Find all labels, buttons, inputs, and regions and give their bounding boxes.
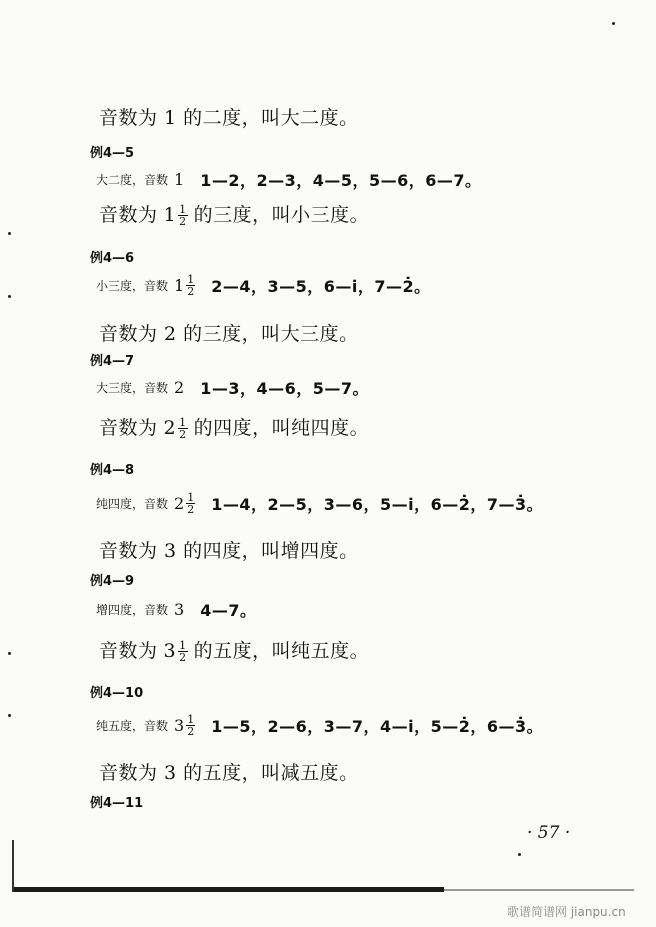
scan-speck xyxy=(612,22,615,25)
text-augmented-fourth: 音数为 3 的四度，叫增四度。 xyxy=(99,540,359,562)
fraction: $\frac{1}{2}$ xyxy=(187,273,195,298)
example-4-10-row xyxy=(96,714,543,737)
mixed-number: 3 $\frac{1}{2}$ xyxy=(163,638,187,664)
example-4-11-title: 例4—11 xyxy=(90,796,144,811)
interval-label: 大三度，音数 xyxy=(96,381,169,395)
semitone-count: 1 xyxy=(174,170,185,189)
example-4-6-title: 例4—6 xyxy=(90,251,135,266)
text-major-second: 音数为 1 的二度，叫大二度。 xyxy=(99,107,359,129)
text-major-third: 音数为 2 的三度，叫大三度。 xyxy=(99,323,359,345)
watermark: 歌谱简谱网 jianpu.cn xyxy=(507,905,626,919)
interval-sequence: 1—4，2—5，3—6，5—i̇，6—2̇，7—3̇。 xyxy=(211,495,544,514)
fraction: $\frac{1}{2}$ xyxy=(187,713,195,738)
example-4-5-row xyxy=(96,168,482,191)
example-4-9-row xyxy=(96,598,256,621)
example-4-5-title: 例4—5 xyxy=(90,146,135,161)
interval-label: 纯五度，音数 xyxy=(96,719,169,733)
mixed-number: 1 $\frac{1}{2}$ xyxy=(163,202,187,228)
fraction: $\frac{1}{2}$ xyxy=(179,638,187,664)
fraction: $\frac{1}{2}$ xyxy=(187,491,195,516)
text-diminished-fifth: 音数为 3 的五度，叫减五度。 xyxy=(99,762,359,784)
interval-label: 纯四度，音数 xyxy=(96,497,169,511)
interval-sequence: 1—3，4—6，5—7。 xyxy=(200,379,370,398)
example-4-7-row xyxy=(96,376,369,399)
fraction: $\frac{1}{2}$ xyxy=(179,202,187,228)
interval-sequence: 1—2，2—3，4—5，5—6，6—7。 xyxy=(200,171,482,190)
example-4-7-title: 例4—7 xyxy=(90,354,135,369)
left-margin-rule xyxy=(12,840,14,892)
interval-label: 大二度，音数 xyxy=(96,173,169,187)
bottom-rule-fade xyxy=(444,889,634,891)
scan-speck xyxy=(518,853,521,856)
semitone-count: 3 xyxy=(174,600,185,619)
example-4-9-title: 例4—9 xyxy=(90,574,135,589)
example-4-8-row xyxy=(96,492,543,515)
interval-sequence: 4—7。 xyxy=(200,601,257,620)
interval-label: 小三度，音数 xyxy=(96,279,169,293)
scan-speck xyxy=(8,295,11,298)
text-perfect-fourth: 音数为 2 $\frac{1}{2}$ 的四度，叫纯四度。 xyxy=(99,415,370,441)
semitone-count: 2 xyxy=(174,378,185,397)
interval-sequence: 1—5，2—6，3—7，4—i̇，5—2̇，6—3̇。 xyxy=(211,717,544,736)
fraction: $\frac{1}{2}$ xyxy=(179,415,187,441)
scan-speck xyxy=(8,714,11,717)
scan-speck xyxy=(8,652,11,655)
example-4-10-title: 例4—10 xyxy=(90,686,144,701)
text-perfect-fifth: 音数为 3 $\frac{1}{2}$ 的五度，叫纯五度。 xyxy=(99,638,370,664)
example-4-6-row xyxy=(96,274,431,297)
semitone-count: 3 $\frac{1}{2}$ xyxy=(174,713,195,738)
interval-sequence: 2—4，3—5，6—i̇，7—2̇。 xyxy=(211,277,431,296)
bottom-rule xyxy=(14,887,444,892)
semitone-count: 1 $\frac{1}{2}$ xyxy=(174,273,195,298)
scan-speck xyxy=(8,232,11,235)
semitone-count: 2 $\frac{1}{2}$ xyxy=(174,491,195,516)
text-minor-third: 音数为 1 $\frac{1}{2}$ 的三度，叫小三度。 xyxy=(99,202,370,228)
example-4-8-title: 例4—8 xyxy=(90,463,135,478)
page-number: · 57 · xyxy=(527,823,571,843)
mixed-number: 2 $\frac{1}{2}$ xyxy=(163,415,187,441)
interval-label: 增四度，音数 xyxy=(96,603,169,617)
